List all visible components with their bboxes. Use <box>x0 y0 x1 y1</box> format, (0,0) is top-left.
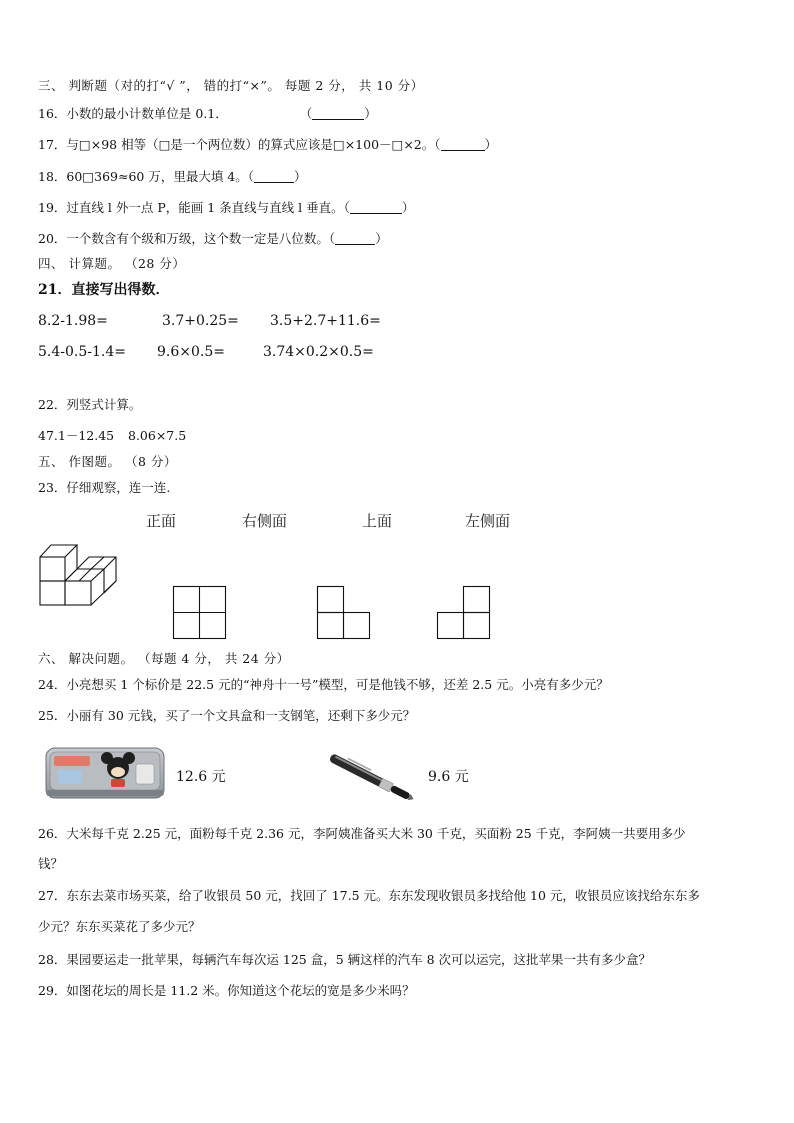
question-20-text: 20．一个数含有个级和万级，这个数一定是八位数。 <box>38 231 329 246</box>
vertical-calc-item: 8.06×7.5 <box>128 428 187 443</box>
pen-image <box>322 748 420 806</box>
calc-item: 3.5+2.7+11.6= <box>270 313 381 329</box>
question-19-text: 19．过直线 l 外一点 P，能画 1 条直线与直线 l 垂直。 <box>38 200 344 215</box>
view-option-square-grid[interactable] <box>173 586 227 640</box>
answer-blank-20[interactable] <box>335 232 375 245</box>
question-17: 17．与□×98 相等（□是一个两位数）的算式应该是□×100－□×2。（ ） <box>38 137 498 152</box>
question-24: 24．小亮想买 1 个标价是 22.5 元的“神舟十一号”模型，可是他钱不够，还差 2.5 元。小亮有多少元？ <box>38 677 609 692</box>
view-option-l-shape-right[interactable] <box>437 586 491 640</box>
section-4-heading: 四、 计算题。 （28 分） <box>38 256 186 271</box>
question-27-line-1: 27．东东去菜市场买菜，给了收银员 50 元，找回了 17.5 元。东东发现收银员多找给他 10 元，收银员应该找给东东多 <box>38 888 700 903</box>
question-29: 29．如图花坛的周长是 11.2 米。你知道这个花坛的宽是多少米吗？ <box>38 983 415 998</box>
question-16-text: 16．小数的最小计数单位是 0.1． <box>38 106 228 121</box>
calc-item: 5.4-0.5-1.4= <box>38 344 126 360</box>
question-25: 25．小丽有 30 元钱，买了一个文具盒和一支钢笔，还剩下多少元？ <box>38 708 416 723</box>
question-16: 16．小数的最小计数单位是 0.1． （ ） <box>38 106 377 121</box>
view-option-l-shape-left[interactable] <box>317 586 371 640</box>
question-28: 28．果园要运走一批苹果，每辆汽车每次运 125 盒，5 辆这样的汽车 8 次可以运完，这批苹果一共有多少盒？ <box>38 952 652 967</box>
cube-stack-figure <box>38 543 120 607</box>
view-label-front: 正面 <box>146 512 177 530</box>
question-18: 18．60□369≈60 万，里最大填 4。（ ） <box>38 169 307 184</box>
vertical-calc-item: 47.1－12.45 <box>38 428 115 443</box>
question-27-line-2: 少元？东东买菜花了多少元？ <box>38 919 201 934</box>
question-20: 20．一个数含有个级和万级，这个数一定是八位数。（ ） <box>38 231 388 246</box>
question-26-line-2: 钱？ <box>38 856 64 871</box>
answer-blank-16[interactable] <box>312 107 364 120</box>
section-3-heading: 三、 判断题（对的打“√ ”， 错的打“×”。 每题 2 分， 共 10 分） <box>38 78 424 93</box>
view-label-left: 左侧面 <box>465 512 511 530</box>
pen-price: 9.6 元 <box>428 769 469 785</box>
question-18-text: 18．60□369≈60 万，里最大填 4。 <box>38 169 248 184</box>
question-19: 19．过直线 l 外一点 P，能画 1 条直线与直线 l 垂直。（ ） <box>38 200 415 215</box>
question-17-text: 17．与□×98 相等（□是一个两位数）的算式应该是□×100－□×2。 <box>38 137 435 152</box>
answer-blank-19[interactable] <box>350 201 402 214</box>
calc-item: 3.74×0.2×0.5= <box>263 344 374 360</box>
calc-item: 8.2-1.98= <box>38 313 108 329</box>
answer-blank-18[interactable] <box>254 170 294 183</box>
calc-item: 3.7+0.25= <box>162 313 239 329</box>
view-label-top: 上面 <box>362 512 393 530</box>
section-6-heading: 六、 解决问题。 （每题 4 分， 共 24 分） <box>38 651 290 666</box>
answer-blank-17[interactable] <box>441 138 485 151</box>
question-21-title: 21．直接写出得数． <box>38 282 170 298</box>
calc-item: 9.6×0.5= <box>157 344 225 360</box>
section-5-heading: 五、 作图题。 （8 分） <box>38 454 177 469</box>
question-26-line-1: 26．大米每千克 2.25 元，面粉每千克 2.36 元，李阿姨准备买大米 30 千克，买面粉 25 千克，李阿姨一共要用多少 <box>38 826 686 841</box>
pencil-case-price: 12.6 元 <box>176 769 226 785</box>
question-23-title: 23．仔细观察，连一连. <box>38 480 171 495</box>
view-label-right: 右侧面 <box>242 512 288 530</box>
pencil-case-image <box>44 744 168 802</box>
question-22-title: 22．列竖式计算。 <box>38 397 142 412</box>
